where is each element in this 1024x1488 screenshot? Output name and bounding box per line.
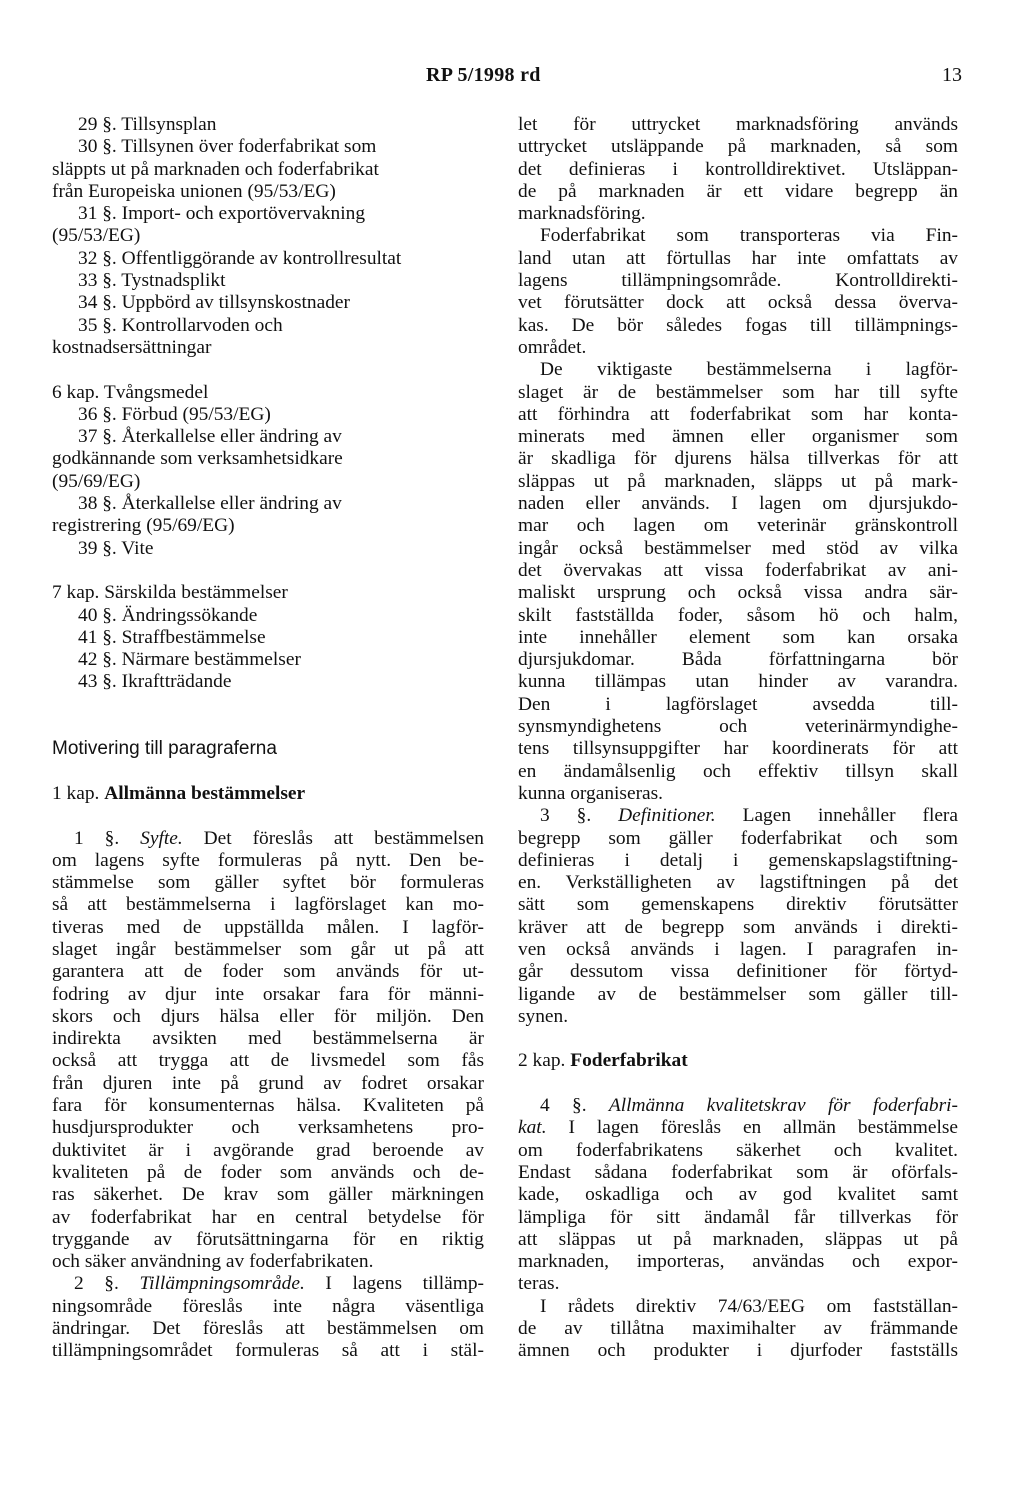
text-line: att släppas ut på marknaden, släppas ut på: [518, 1228, 958, 1250]
text-line: det definieras i kontrolldirektivet. Utsläppan-: [518, 158, 958, 180]
toc-chapter-heading: 6 kap. Tvångsmedel: [52, 381, 209, 403]
text-line: maliskt ursprung och också vissa andra sär-: [518, 582, 958, 604]
text-line: uttrycket utsläppande på marknaden, så som: [518, 136, 958, 158]
text-run: Det föreslås att bestämmelsen: [182, 827, 484, 849]
spacer: [52, 694, 484, 716]
page-number: 13: [942, 64, 962, 86]
text-line: skors och djurs hälsa eller för miljön. Den: [52, 1005, 484, 1027]
text-line: mar och lagen om veterinär gränskontroll: [518, 515, 958, 537]
text-line: begrepp som gäller foderfabrikat och som: [518, 827, 958, 849]
chapter-title: Allmänna bestämmelser: [104, 782, 306, 804]
text-line: tryggande av förutsättningarna för en riktig: [52, 1228, 484, 1250]
toc-line: godkännande som verksamhetsidkare: [52, 448, 343, 470]
continued-paragraph: [518, 114, 958, 225]
toc-line: 34 §. Uppbörd av tillsynskostnader: [78, 292, 350, 314]
paragraph-first-line: [52, 1273, 484, 1295]
paragraph: [518, 225, 958, 359]
toc-line: 31 §. Import- och exportövervakning: [78, 203, 366, 225]
text-line: I rådets direktiv 74/63/EEG om fastställan-: [540, 1295, 958, 1317]
section-heading: Motivering till paragraferna: [52, 738, 277, 760]
text-line: en ändamålsenlig och effektiv tillsyn skall: [518, 760, 958, 782]
section-number: 1 §.: [74, 827, 141, 849]
text-line: och säker användning av foderfabrikaten.: [52, 1251, 374, 1273]
text-line: ven också används i lagen. I paragrafen in-: [518, 938, 958, 960]
toc-line: 39 §. Vite: [78, 537, 154, 559]
paragraph-1-body: [52, 850, 484, 1274]
section-term: Definitioner.: [618, 805, 716, 827]
section-number: 4 §.: [540, 1095, 609, 1117]
text-line: av foderfabrikat har en central betydelse för: [52, 1206, 484, 1228]
text-line: tiveras med de uppställda målen. I lagför-: [52, 916, 484, 938]
toc-line: 38 §. Återkallelse eller ändring av: [78, 493, 342, 515]
page-header: [0, 64, 1024, 94]
text-line: lämpliga för sitt ändamål får tillverkas för: [518, 1206, 958, 1228]
text-line: vet förutsätter dock att också dessa överva-: [518, 292, 958, 314]
paragraph-first-line: [518, 805, 958, 827]
text-line: stämmelse som gäller syftet bör formuleras: [52, 872, 484, 894]
spacer: [52, 716, 484, 738]
toc-line: 32 §. Offentliggörande av kontrollresultat: [78, 247, 402, 269]
text-line: tillämpningsområdet formuleras så att i stäl-: [52, 1340, 484, 1362]
toc-kap5-list: [52, 114, 484, 359]
section-term: Allmänna kvalitetskrav för foderfabri-: [608, 1095, 958, 1117]
toc-line: 40 §. Ändringssökande: [78, 604, 258, 626]
text-line: husdjursprodukter och verksamhetens pro-: [52, 1117, 484, 1139]
text-line: de på marknaden är ett vidare begrepp än: [518, 180, 958, 202]
text-line: ändringar. Det föreslås att bestämmelsen om: [52, 1318, 484, 1340]
text-line: från djuren inte på grund av fodret orsakar: [52, 1072, 484, 1094]
toc-kap7-list: [52, 605, 484, 694]
text-line: slaget är de bestämmelser som har till syfte: [518, 381, 958, 403]
text-line: ningsområde föreslås inte några väsentliga: [52, 1295, 484, 1317]
text-line: marknaden, importeras, användas och expor-: [518, 1251, 958, 1273]
text-line: att förhindra att foderfabrikat som har konta-: [518, 403, 958, 425]
text-line: kvaliteten på de foder som används och de-: [52, 1161, 484, 1183]
right-column: [518, 114, 958, 1363]
text-line: fara för konsumenternas hälsa. Kvaliteten på: [52, 1095, 484, 1117]
text-line: det övervakas att vissa foderfabrikat av ani-: [518, 559, 958, 581]
section-number: 3 §.: [540, 805, 619, 827]
text-line: land utan att förtullas har inte omfattats av: [518, 247, 958, 269]
text-line: definieras i detalj i gemenskapslagstiftning-: [518, 849, 958, 871]
paragraph: [518, 359, 958, 805]
spacer: [518, 1028, 958, 1050]
text-line: slaget ingår bestämmelser som går ut på att: [52, 938, 484, 960]
text-line: ingår också bestämmelser med stöd av vilka: [518, 537, 958, 559]
text-line: om foderfabrikatens säkerhet och kvalitet.: [518, 1139, 958, 1161]
paragraph: [518, 1296, 958, 1363]
text-line: går dessutom vissa definitioner för förtyd-: [518, 961, 958, 983]
toc-line: släppts ut på marknaden och foderfabrikat: [52, 158, 379, 180]
toc-line: 30 §. Tillsynen över foderfabrikat som: [78, 136, 377, 158]
text-line: teras.: [518, 1273, 560, 1295]
text-line: ämnen och produkter i djurfoder fastställs: [518, 1340, 958, 1362]
text-line: De viktigaste bestämmelserna i lagför-: [540, 359, 958, 381]
text-line: [518, 1117, 958, 1139]
spacer: [52, 805, 484, 827]
text-line: släppas ut på marknaden, släpps ut på mark-: [518, 470, 958, 492]
spacer: [52, 560, 484, 582]
text-line: duktivitet är i avgörande grad beroende av: [52, 1139, 484, 1161]
chapter-heading: [52, 783, 484, 805]
text-line: så att bestämmelserna i lagförslaget kan mo-: [52, 894, 484, 916]
text-line: kunna organiseras.: [518, 782, 664, 804]
toc-line: 35 §. Kontrollarvoden och: [78, 314, 283, 336]
toc-line: 36 §. Förbud (95/53/EG): [78, 403, 271, 425]
text-line: också att trygga att de livsmedel som fås: [52, 1050, 484, 1072]
text-line: indirekta avsikten med bestämmelserna är: [52, 1028, 484, 1050]
text-run: I lagen föreslås en allmän bestämmelse: [546, 1117, 958, 1139]
toc-line: 29 §. Tillsynsplan: [78, 114, 217, 135]
text-line: skilt fastställda foder, såsom hö och halm,: [518, 604, 958, 626]
text-line: sätt som gemenskapens direktiv förutsätter: [518, 894, 958, 916]
section-term: Tillämpningsområde.: [139, 1273, 305, 1295]
text-line: minerats med ämnen eller organismer som: [518, 426, 958, 448]
text-line: inte innehåller element som kan orsaka: [518, 626, 958, 648]
text-line: Endast sådana foderfabrikat som är oförfals-: [518, 1161, 958, 1183]
text-line: fodring av djur inte orsakar fara för männi-: [52, 983, 484, 1005]
chapter-prefix: 1 kap.: [52, 782, 105, 804]
toc-line: kostnadsersättningar: [52, 336, 212, 358]
toc-line: registrering (95/69/EG): [52, 515, 235, 537]
text-line: synen.: [518, 1005, 569, 1027]
toc-line: från Europeiska unionen (95/53/EG): [52, 180, 336, 202]
spacer: [52, 761, 484, 783]
toc-line: (95/69/EG): [52, 470, 141, 492]
text-run: Lagen innehåller flera: [715, 805, 958, 827]
text-line: området.: [518, 336, 587, 358]
left-column: [52, 114, 484, 1363]
text-line: Foderfabrikat som transporteras via Fin-: [540, 225, 958, 247]
chapter-prefix: 2 kap.: [518, 1050, 571, 1072]
paragraph-4-body: [518, 1140, 958, 1296]
text-line: är skadliga för djurens hälsa tillverkas för att: [518, 448, 958, 470]
text-line: synsmyndighetens och veterinärmyndighe-: [518, 716, 958, 738]
toc-line: (95/53/EG): [52, 225, 141, 247]
text-line: let för uttrycket marknadsföring används: [518, 114, 958, 135]
text-line: kräver att de begrepp som används i direkti-: [518, 916, 958, 938]
spacer: [52, 359, 484, 381]
text-line: om lagens syfte formuleras på nytt. Den be-: [52, 849, 484, 871]
toc-line: 41 §. Straffbestämmelse: [78, 626, 266, 648]
text-line: naden eller används. I lagen om djursjukdo-: [518, 493, 958, 515]
section-term: kat.: [518, 1117, 547, 1139]
text-line: de av tillåtna maximihalter av främmande: [518, 1318, 958, 1340]
text-line: ras säkerhet. De krav som gäller märkningen: [52, 1184, 484, 1206]
text-line: djursjukdomar. Båda författningarna bör: [518, 649, 958, 671]
section-number: 2 §.: [74, 1273, 140, 1295]
text-line: garantera att de foder som används för ut-: [52, 961, 484, 983]
text-line: kas. De bör således fogas till tillämpnings-: [518, 314, 958, 336]
toc-kap6-list: [52, 404, 484, 560]
toc-line: 33 §. Tystnadsplikt: [78, 270, 226, 292]
toc-line: 42 §. Närmare bestämmelser: [78, 649, 301, 671]
toc-line: 37 §. Återkallelse eller ändring av: [78, 426, 342, 448]
chapter-heading: [518, 1050, 958, 1072]
text-line: marknadsföring.: [518, 203, 646, 225]
toc-line: 43 §. Ikraftträdande: [78, 671, 232, 693]
text-line: lagens tillämpningsområde. Kontrolldirekti-: [518, 270, 958, 292]
spacer: [518, 1073, 958, 1095]
paragraph-2-body: [52, 1296, 484, 1363]
toc-chapter-heading: 7 kap. Särskilda bestämmelser: [52, 582, 288, 604]
paragraph-first-line: [52, 828, 484, 850]
text-line: Den i lagförslaget avsedda till-: [518, 693, 958, 715]
paragraph-3-body: [518, 828, 958, 1029]
paragraph-first-line: [518, 1095, 958, 1117]
text-run: I lagens tillämp-: [304, 1273, 484, 1295]
text-line: en. Verkställigheten av lagstiftningen på det: [518, 872, 958, 894]
document-title: RP 5/1998 rd: [426, 64, 541, 86]
text-line: kunna tillämpas utan hinder av varandra.: [518, 671, 958, 693]
text-line: kade, oskadliga och av god kvalitet samt: [518, 1184, 958, 1206]
chapter-title: Foderfabrikat: [570, 1050, 688, 1072]
section-term: Syfte.: [140, 827, 183, 849]
text-line: tens tillsynsuppgifter har koordinerats för att: [518, 738, 958, 760]
text-line: ligande av de bestämmelser som gäller till-: [518, 983, 958, 1005]
